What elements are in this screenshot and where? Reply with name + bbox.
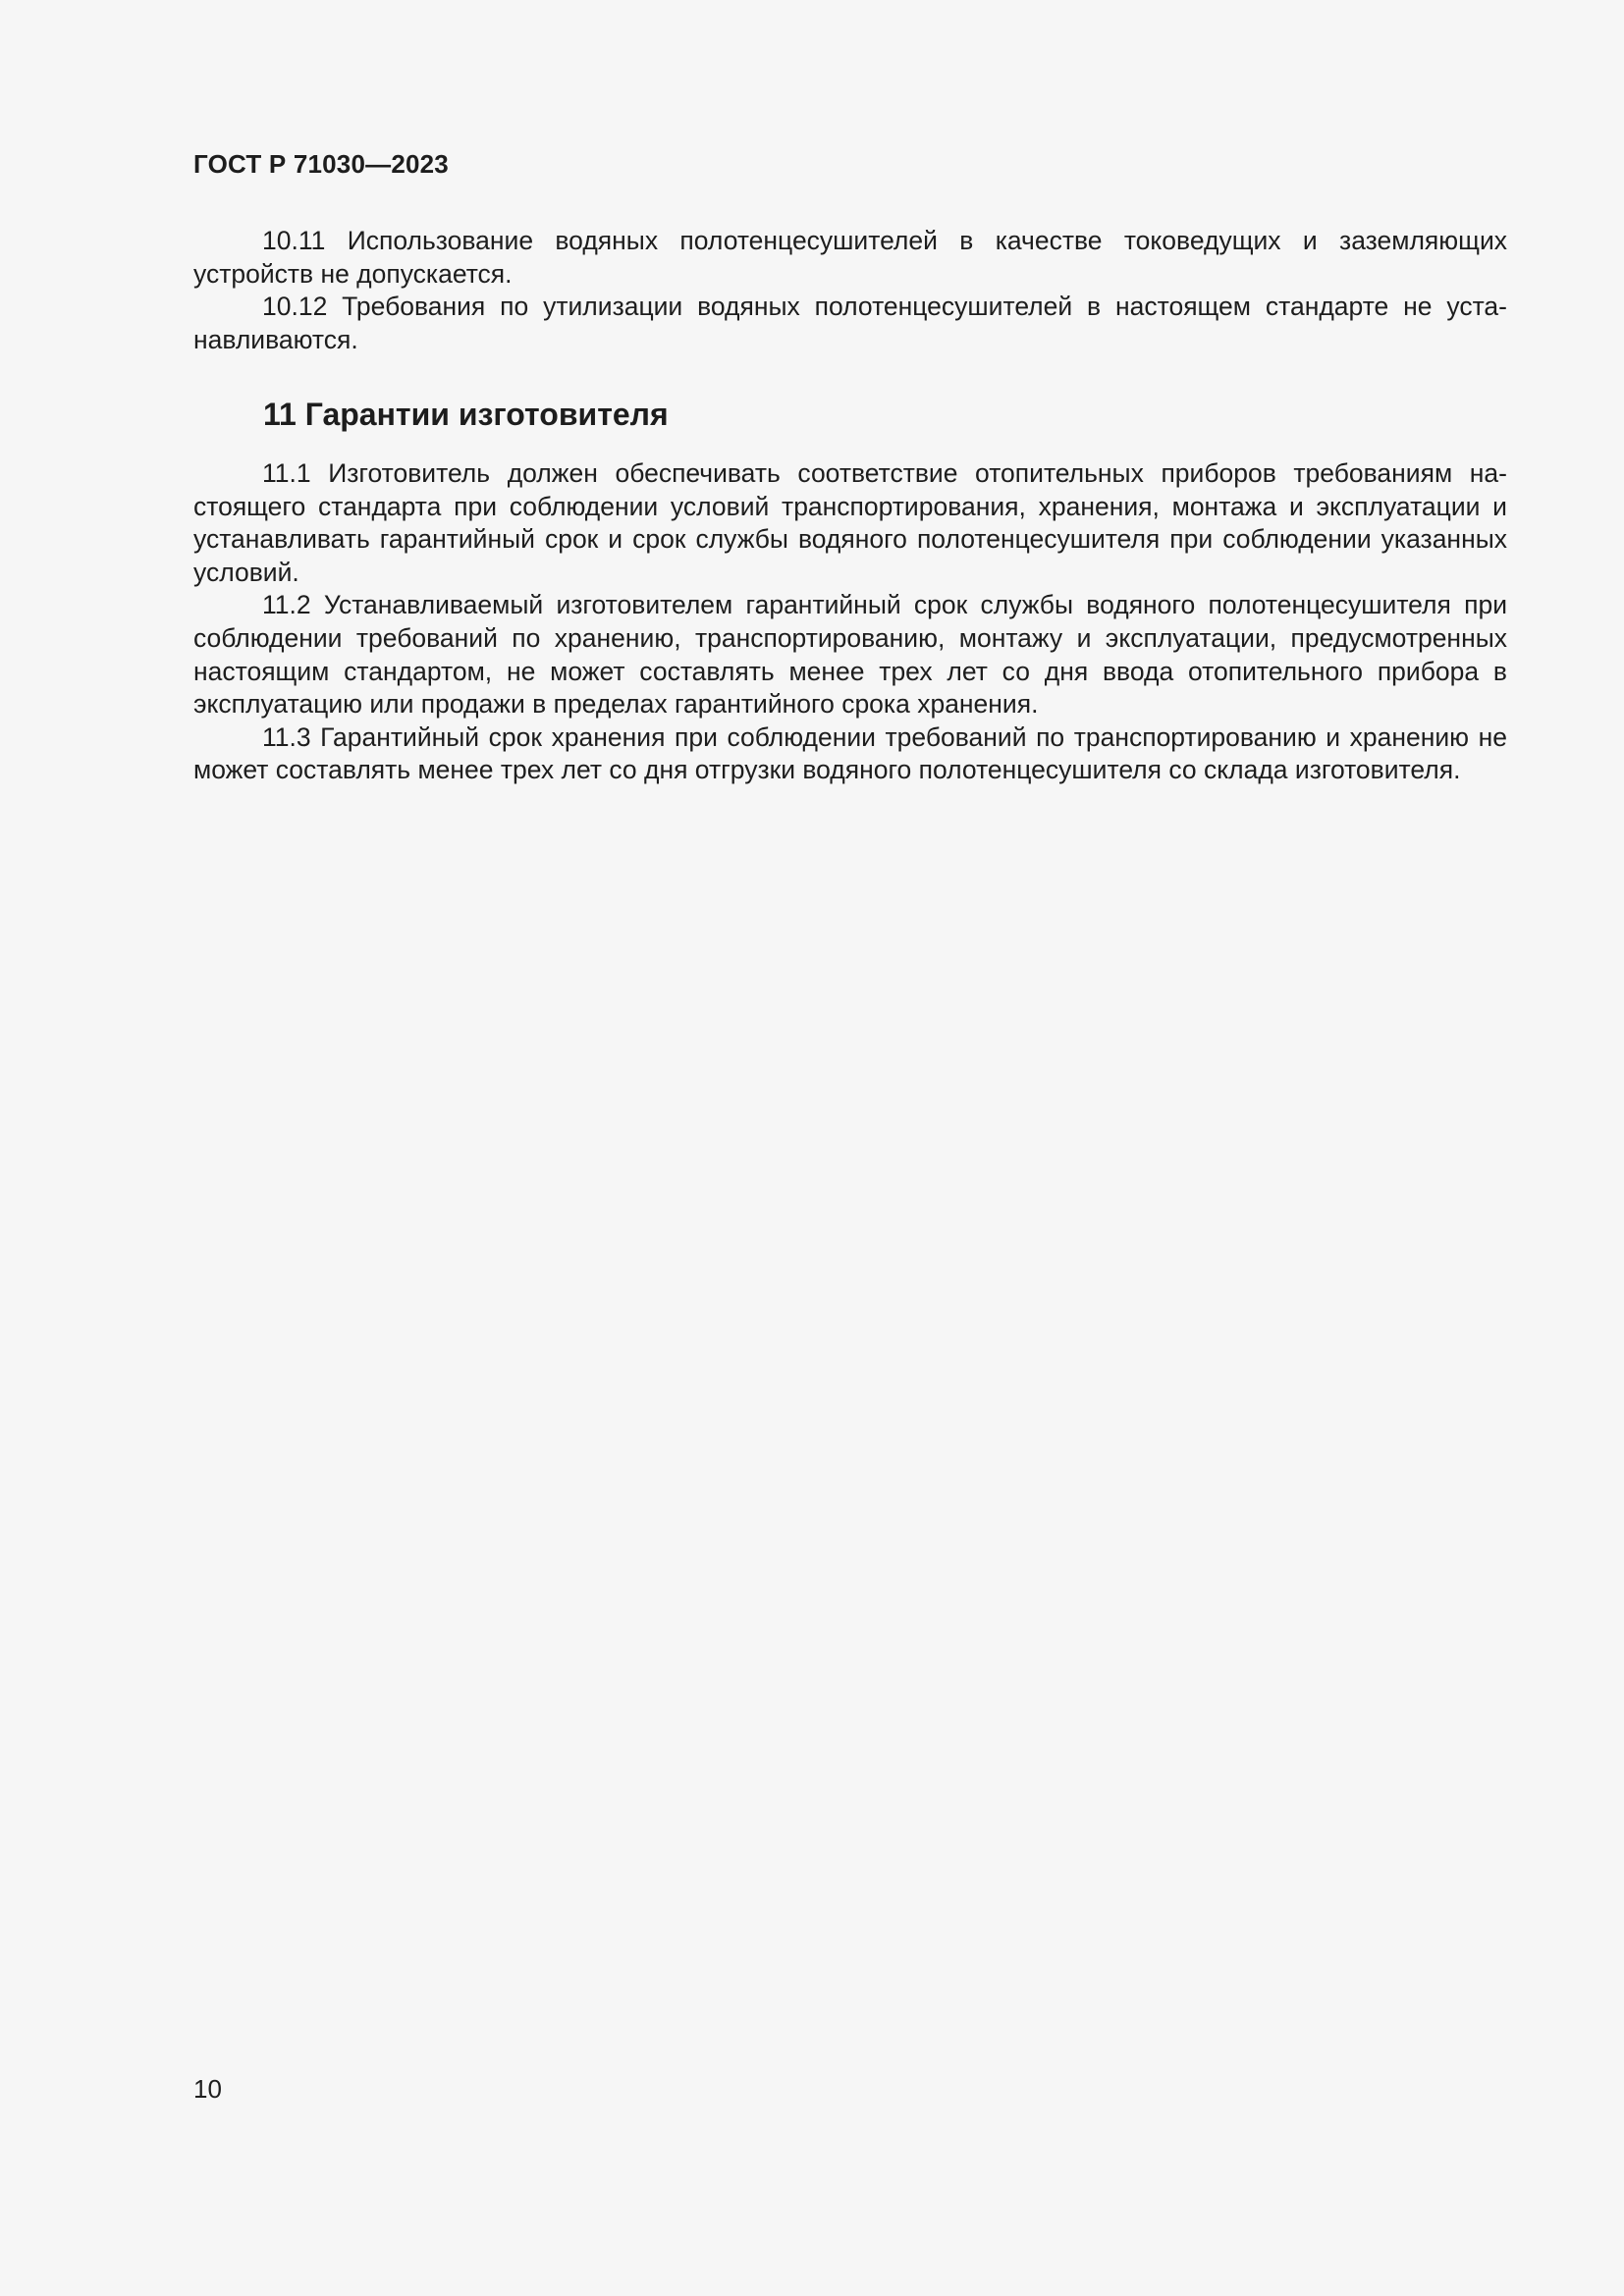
page-number: 10 [193, 2074, 222, 2104]
section-11-heading: 11 Гарантии изготовителя [263, 397, 669, 432]
paragraph-10-11: 10.11 Использование водяных полотенцесушителей в качестве токоведущих и заземляющих устройств не допускается. [193, 226, 1507, 289]
section-11-text [193, 457, 1507, 787]
paragraph-11-3: 11.3 Гарантийный срок хранения при соблюдении требований по транспортированию и хранению не может составлять менее трех лет со дня отгрузки водяного полотенцесушителя со склада изготовителя. [193, 721, 1507, 785]
document-code-header: ГОСТ Р 71030—2023 [193, 149, 449, 179]
paragraph-10-12: 10.12 Требования по утилизации водяных полотенцесушителей в настоящем стандарте не устанавливаются. [193, 292, 1507, 354]
section-10-text [193, 225, 1507, 356]
paragraph-11-2: 11.2 Устанавливаемый изготовителем гарантийный срок службы водяного полотенцесушителя при соблюдении требований по хранению, транспортированию, монтажу и эксплуатации, предусмотренных настоящим стандартом, не может составлять менее трех лет со дня ввода отопительного прибора в эксплуатацию или продажи в пределах гарантийного срока хранения. [193, 590, 1507, 720]
paragraph-11-1: 11.1 Изготовитель должен обеспечивать соответствие отопительных приборов требованиям настоящего стандарта при соблюдении условий транспортирования, хранения, монтажа и эксплуатации и устанавливать гарантийный срок и срок службы водяного полотенцесушителя при соблюдении указанных условий. [193, 458, 1507, 587]
